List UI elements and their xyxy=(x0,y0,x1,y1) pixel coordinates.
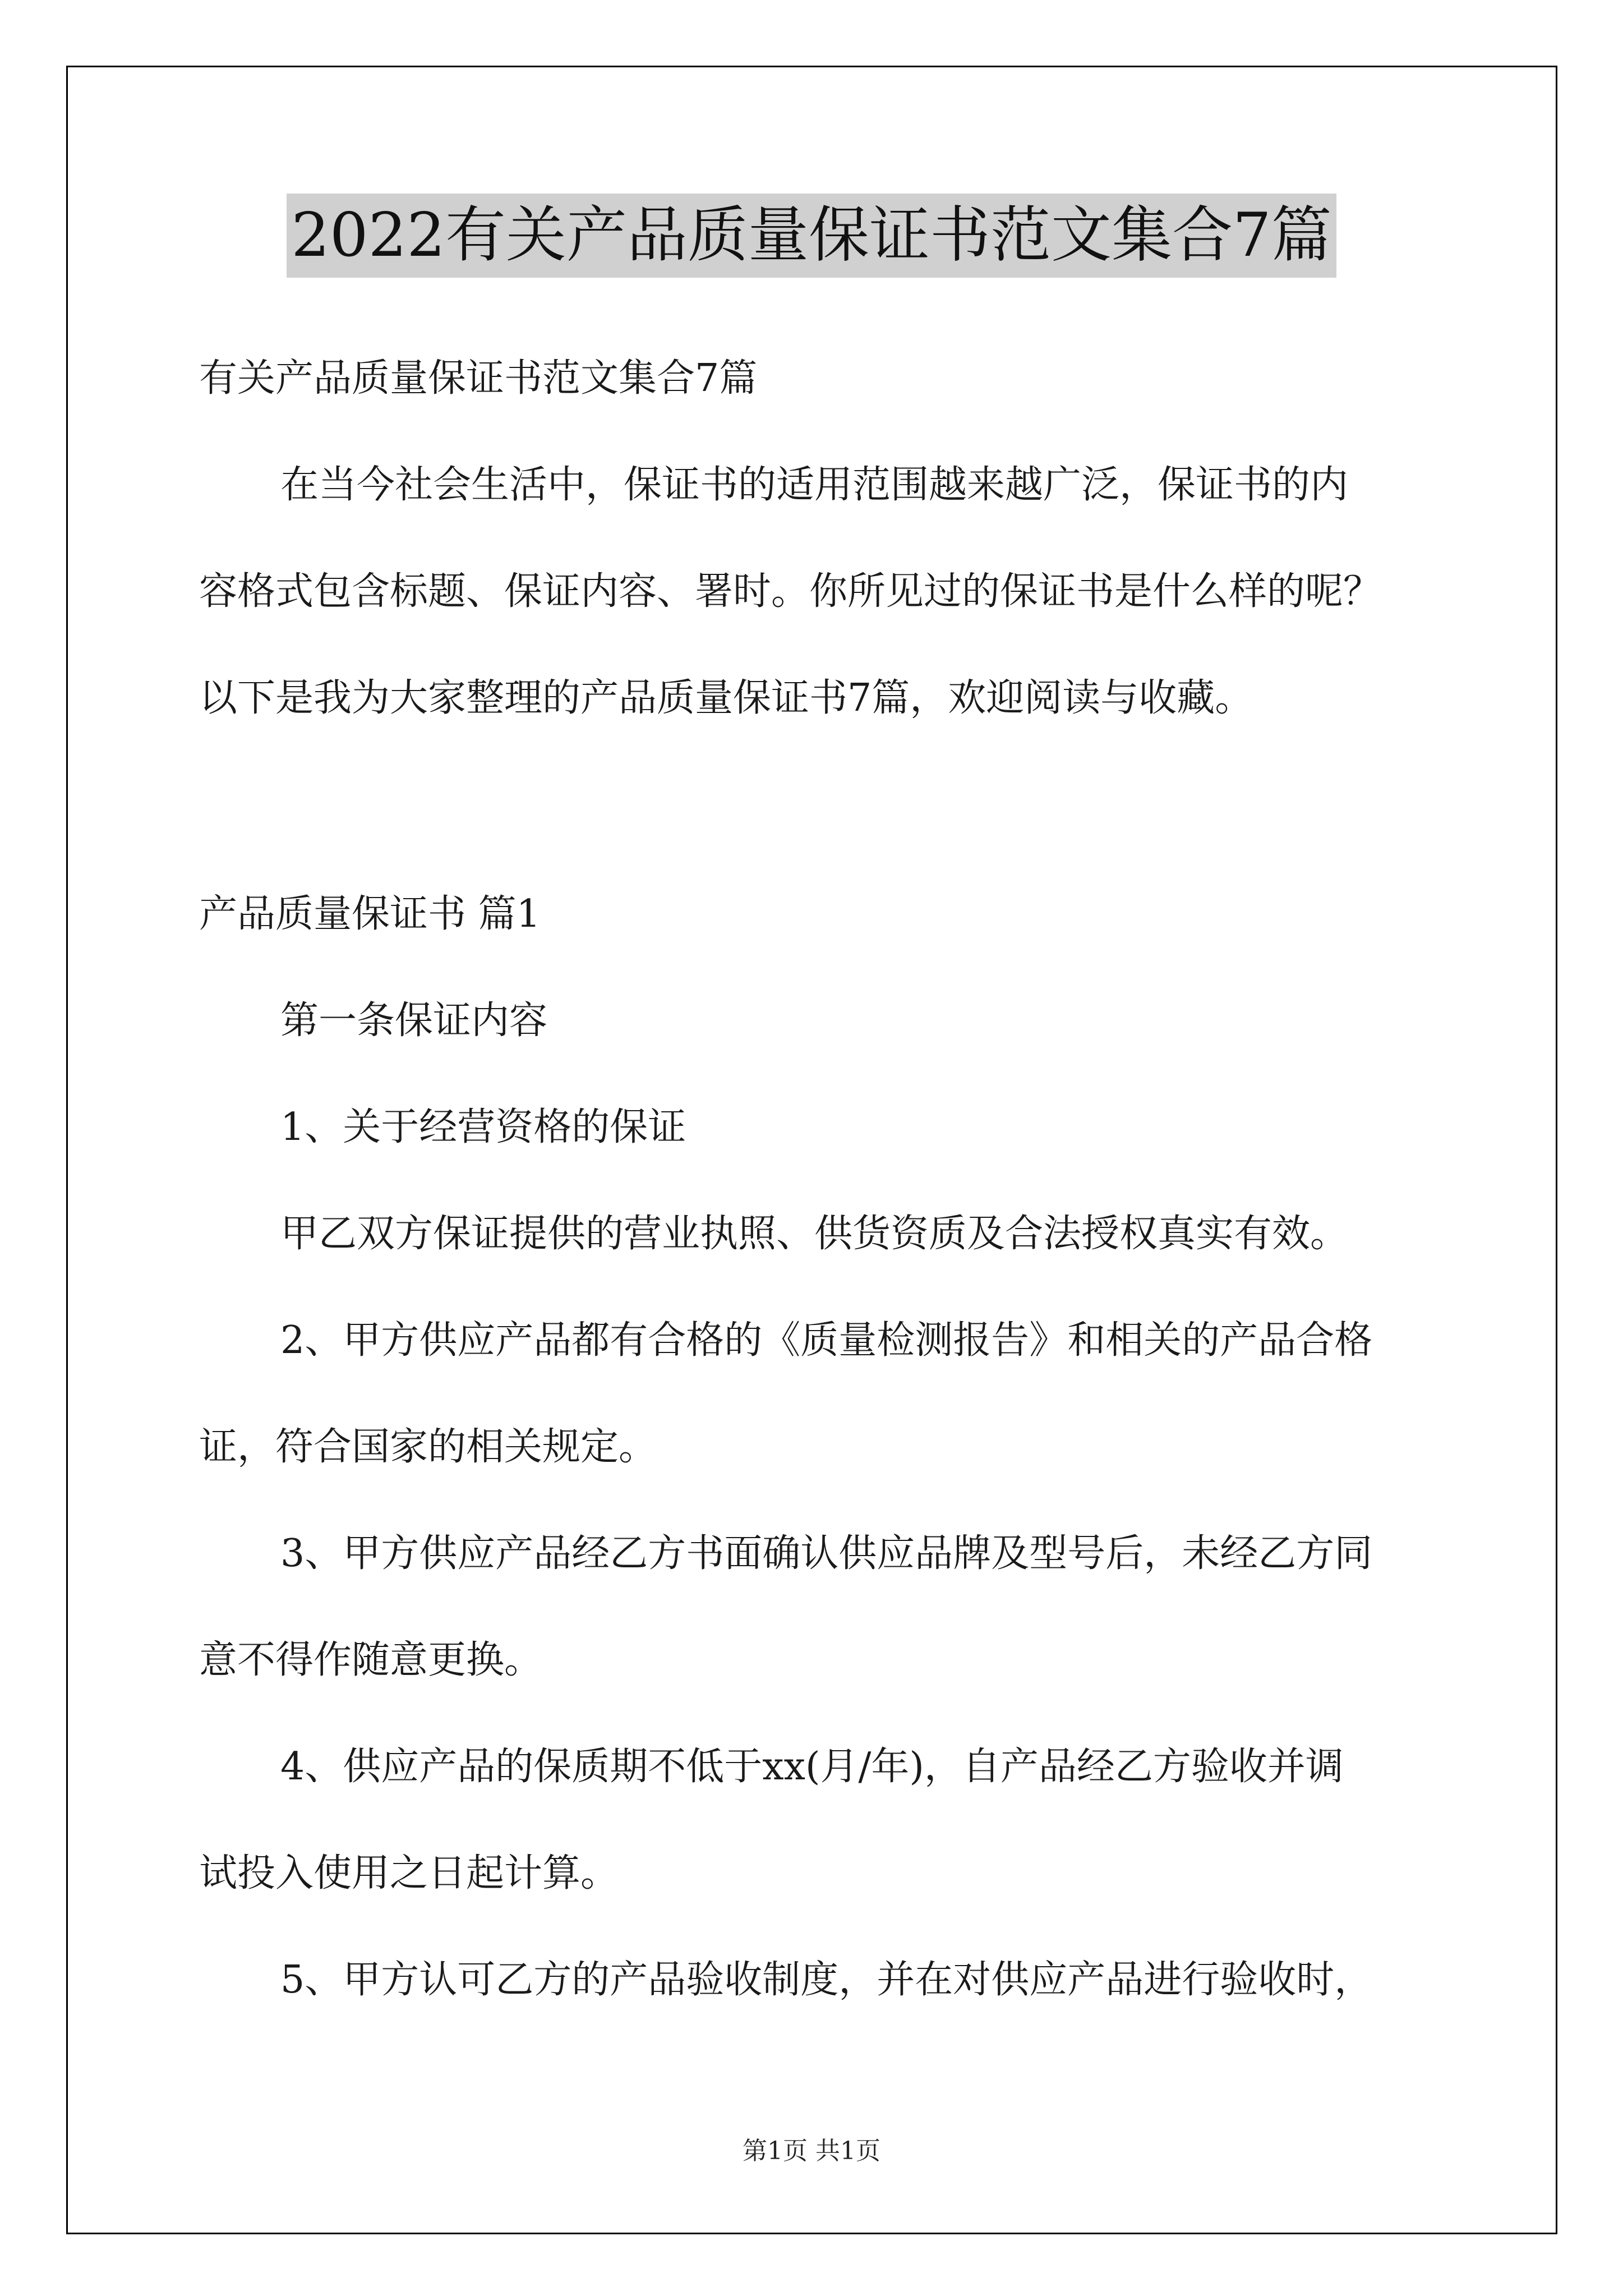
clause-item-3-line-1: 3、甲方供应产品经乙方书面确认供应品牌及型号后，未经乙方同 xyxy=(280,1531,1373,1576)
intro-line-2: 容格式包含标题、保证内容、署时。你所见过的保证书是什么样的呢？ xyxy=(199,569,1382,614)
intro-line-3: 以下是我为大家整理的产品质量保证书7篇，欢迎阅读与收藏。 xyxy=(199,676,1253,720)
title-container xyxy=(0,194,1623,278)
clause-item-1-heading: 1、关于经营资格的保证 xyxy=(280,1105,686,1149)
clause-heading: 第一条保证内容 xyxy=(280,999,548,1043)
intro-line-1: 在当今社会生活中，保证书的适用范围越来越广泛，保证书的内 xyxy=(280,463,1349,507)
document-title: 2022有关产品质量保证书范文集合7篇 xyxy=(287,194,1336,278)
clause-item-2-line-2: 证，符合国家的相关规定。 xyxy=(199,1425,657,1469)
clause-item-2-line-1: 2、甲方供应产品都有合格的《质量检测报告》和相关的产品合格 xyxy=(280,1318,1373,1363)
section-heading: 产品质量保证书 篇1 xyxy=(199,892,541,936)
clause-item-3-line-2: 意不得作随意更换。 xyxy=(199,1638,543,1682)
clause-item-1-text: 甲乙双方保证提供的营业执照、供货资质及合法授权真实有效。 xyxy=(280,1212,1349,1256)
clause-item-4-line-2: 试投入使用之日起计算。 xyxy=(199,1851,619,1895)
clause-item-4-line-1: 4、供应产品的保质期不低于xx(月/年)，自产品经乙方验收并调 xyxy=(280,1745,1344,1789)
clause-item-5-line-1: 5、甲方认可乙方的产品验收制度，并在对供应产品进行验收时， xyxy=(280,1958,1373,2002)
subtitle-line: 有关产品质量保证书范文集合7篇 xyxy=(199,356,758,401)
page-footer: 第1页 共1页 xyxy=(743,2137,880,2165)
